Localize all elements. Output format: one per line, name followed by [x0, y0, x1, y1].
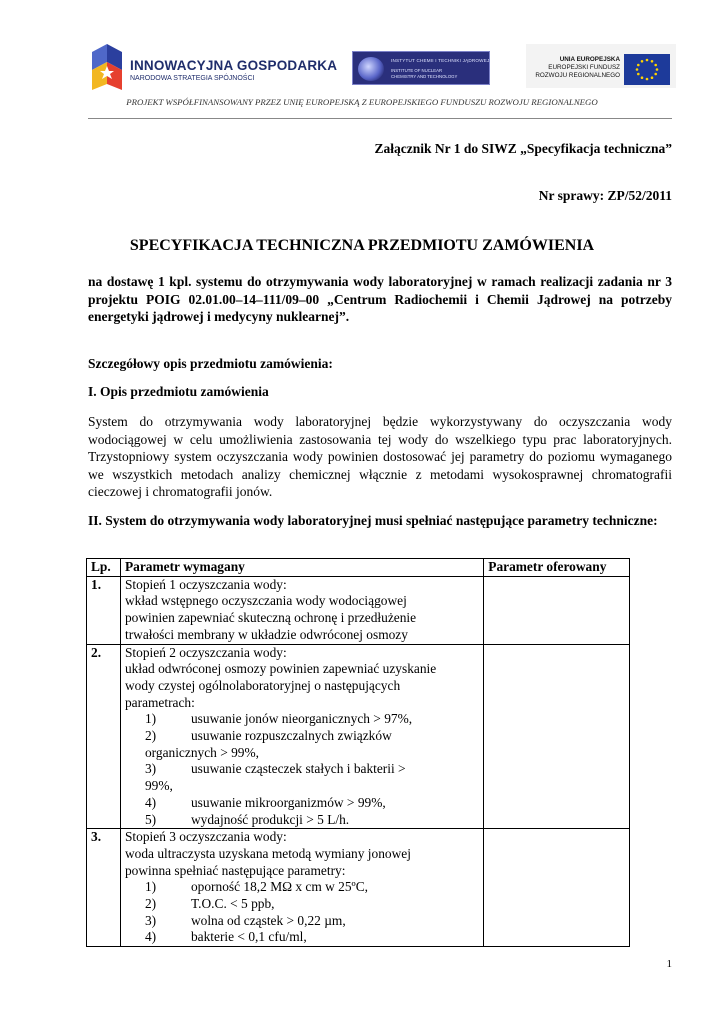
header-lp: Lp.: [87, 559, 121, 577]
row-number: 3.: [87, 829, 121, 947]
parameter-item-number: 2): [144, 728, 157, 744]
ichtj-emblem-icon: [358, 57, 384, 81]
logo-right-line1: UNIA EUROPEJSKA: [559, 56, 620, 63]
table-body: [87, 576, 630, 946]
parameter-item-text: T.O.C. < 5 ppb,: [190, 896, 275, 912]
eu-logo: [526, 44, 676, 88]
parameter-item-continuation: organicznych > 99%,: [144, 744, 259, 760]
parameter-item: [125, 711, 479, 728]
parameter-item-number: 3): [144, 912, 157, 928]
eu-flag-icon: [624, 54, 670, 85]
parameter-item-number: 4): [144, 794, 157, 810]
table-row: [87, 644, 630, 829]
parameter-item-number: 1): [144, 711, 157, 727]
parameter-item-text: wolna od cząstek > 0,22 µm,: [190, 912, 346, 928]
parameter-item: [125, 913, 479, 930]
parameter-item-number: 5): [144, 811, 157, 827]
parameter-item-text: usuwanie rozpuszczalnych związków: [190, 728, 392, 744]
logo-center-line2: INSTITUTE OF NUCLEAR: [391, 68, 443, 73]
parameter-item: [125, 896, 479, 913]
parameter-item-number: 1): [144, 879, 157, 895]
required-parameter-cell: [120, 829, 483, 947]
table-header-row: [87, 559, 630, 577]
parameter-line: woda ultraczysta uzyskana metodą wymiany jonowej: [124, 845, 411, 861]
row-number: 2.: [87, 644, 121, 829]
parameter-item-text: bakterie < 0,1 cfu/ml,: [190, 929, 307, 945]
parameter-line: powinna spełniać następujące parametry:: [124, 862, 346, 878]
parameter-line: Stopień 3 oczyszczania wody:: [124, 829, 287, 845]
parameter-line: Stopień 1 oczyszczania wody:: [124, 576, 287, 592]
parameter-line: parametrach:: [124, 694, 195, 710]
eu-logo-text: [535, 56, 620, 80]
logo-left-subtitle: NARODOWA STRATEGIA SPÓJNOŚCI: [130, 75, 255, 82]
parameter-item-text: wydajność produkcji > 5 L/h.: [190, 811, 350, 827]
parameter-line: układ odwróconej osmozy powinien zapewniać uzyskanie: [124, 661, 437, 677]
innowacyjna-gospodarka-emblem-icon: [92, 44, 122, 90]
section1-heading: I. Opis przedmiotu zamówienia: [88, 384, 269, 399]
case-number: Nr sprawy: ZP/52/2011: [538, 188, 672, 203]
logo-right-line3: ROZWOJU REGIONALNEGO: [535, 72, 620, 79]
required-parameter-cell: [120, 644, 483, 829]
logo-center-line1: INSTYTUT CHEMII I TECHNIKI JĄDROWEJ: [391, 58, 490, 63]
parameter-item-text: usuwanie mikroorganizmów > 99%,: [190, 794, 386, 810]
header-param: Parametr wymagany: [120, 559, 483, 577]
cofinancing-note: PROJEKT WSPÓŁFINANSOWANY PRZEZ UNIĘ EUROPEJSKĄ Z EUROPEJSKIEGO FUNDUSZU ROZWOJU REGIONALNEGO: [126, 97, 598, 107]
document-title: SPECYFIKACJA TECHNICZNA PRZEDMIOTU ZAMÓWIENIA: [129, 237, 595, 254]
parameter-item: [125, 795, 479, 812]
parameter-item-text: usuwanie jonów nieorganicznych > 97%,: [190, 711, 413, 727]
parameter-line: Stopień 2 oczyszczania wody:: [124, 644, 287, 660]
innowacyjna-gospodarka-logo: [92, 44, 338, 92]
parameter-item: [125, 812, 479, 829]
page-number: 1: [666, 958, 672, 970]
parameter-item-number: 2): [144, 896, 157, 912]
header-offered: Parametr oferowany: [484, 559, 630, 577]
table-row: [87, 576, 630, 644]
section1-text: System do otrzymywania wody laboratoryjnej będzie wykorzystywany do oczyszczania wody wodociągowej w celu umożliwienia zastosowania tej wody do wszelkiego typu prac laboratoryjnych. Trzystopniowy system oczyszczania wody powinien dostosować jej parametry do poziomu wymaganego we wszystkich metodach analizy chemicznej włącznie z metodami wysokosprawnej chromatografii cieczowej i chromatografii jonów.: [88, 414, 672, 500]
parameter-item-text: usuwanie cząsteczek stałych i bakterii >: [190, 761, 406, 777]
logo-left-title: INNOWACYJNA GOSPODARKA: [130, 58, 338, 73]
intro-paragraph: na dostawę 1 kpl. systemu do otrzymywania wody laboratoryjnej w ramach realizacji zadania nr 3 projektu POIG 02.01.00–14–111/09–00 „Centrum Radiochemii i Chemii Jądrowej na potrzeby energetyki jądrowej i medycyny nuklearnej”.: [88, 274, 672, 325]
parameter-item-continuation: 99%,: [144, 778, 173, 794]
required-parameter-cell: [120, 576, 483, 644]
parameter-line: powinien zapewniać skuteczną ochronę i przedłużenie: [124, 610, 417, 626]
parameter-item: [125, 929, 479, 946]
header-divider: [88, 118, 672, 119]
attachment-label: Załącznik Nr 1 do SIWZ „Specyfikacja techniczna”: [374, 141, 672, 156]
table-row: [87, 829, 630, 947]
row-number: 1.: [87, 576, 121, 644]
parameter-line: wkład wstępnego oczyszczania wody wodociągowej: [124, 593, 407, 609]
offered-parameter-cell[interactable]: [484, 576, 630, 644]
parameter-item: [125, 728, 479, 745]
offered-parameter-cell[interactable]: [484, 829, 630, 947]
parameter-line: trwałości membrany w układzie odwróconej osmozy: [124, 626, 408, 642]
offered-parameter-cell[interactable]: [484, 644, 630, 829]
parameter-item-number: 3): [144, 761, 157, 777]
parameter-item-number: 4): [144, 929, 157, 945]
parameter-item: [125, 879, 479, 896]
logo-right-line2: EUROPEJSKI FUNDUSZ: [548, 64, 620, 71]
specification-table: [86, 558, 630, 947]
page-header: [88, 40, 688, 92]
section2-heading: II. System do otrzymywania wody laboratoryjnej musi spełniać następujące parametry techniczne:: [88, 513, 658, 528]
parameter-item: [125, 761, 479, 778]
detailed-description-heading: Szczegółowy opis przedmiotu zamówienia:: [88, 356, 333, 371]
parameter-item-text: oporność 18,2 MΩ x cm w 25ºC,: [190, 879, 368, 895]
ichtj-logo: [352, 51, 490, 85]
logo-center-line3: CHEMISTRY AND TECHNOLOGY: [391, 74, 458, 79]
parameter-line: wody czystej ogólnolaboratoryjnej o następujących: [124, 677, 401, 693]
